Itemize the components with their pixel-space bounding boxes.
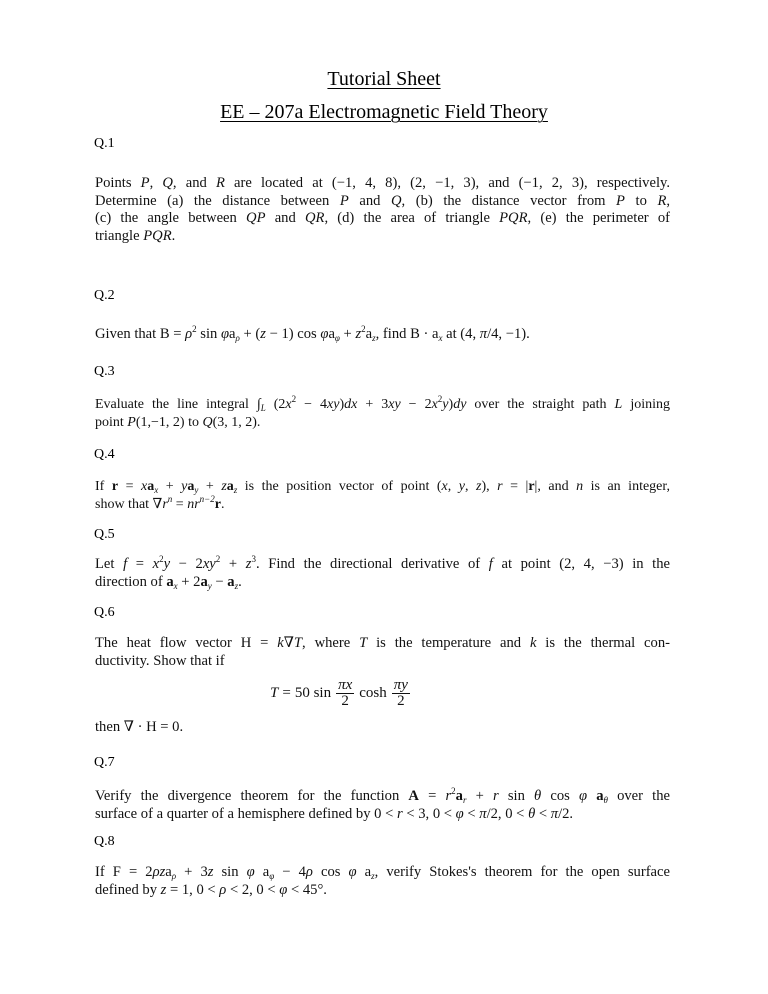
q8-line-1: If F = 2ρza$_\rho$ + 3z sin φ $a_\varphi - 4\rho$ cos φ $a_z$, verify Stokes's theorem for the open surface [95,864,670,881]
question-label-2: Q.2 [94,288,115,303]
q2-line-1: Given that $B = \rho^2$ $\sin \varphi a_\rho + (z - 1)$ $\cos \varphi a_\varphi + z^2a_z$, find $B \cdot a_x$ at (4, π/4, −1). [95,324,530,343]
question-6-text [95,635,670,670]
question-8-text [95,864,670,899]
question-5-text [95,556,670,591]
question-6-conclusion: then ∇ · H = 0. [95,719,184,735]
q5-line-2: direction of $a_x + 2a_y - a_z$. [95,573,242,591]
question-label-8: Q.8 [94,834,115,849]
q1-line-3: (c) the angle between QP and QR, (d) the area of triangle PQR, (e) the perimeter of [95,210,671,226]
temperature-formula: T = 50 sin $\frac{\pi x}{2}$ cosh $\frac{\pi y}{2}$ [270,677,408,709]
q8-line-2: defined by z = 1, 0 < ρ < 2, 0 < φ < 45°. [95,881,327,898]
question-label-4: Q.4 [94,447,115,462]
fraction-pi-x-over-2: $\frac{\pi x}{2}$ [338,677,353,709]
question-7-text [95,788,670,823]
course-subtitle: EE – 207a Electromagnetic Field Theory [220,101,548,123]
q6-line-2: ductivity. Show that if [95,652,225,669]
fraction-pi-y-over-2: $\frac{\pi y}{2}$ [393,677,408,709]
question-label-5: Q.5 [94,527,115,542]
q5-line-1: Let $f = x^2y - 2xy^2 + z^3$. Find the directional derivative of f at point (2, 4, −3) in the [95,554,671,572]
page-title: Tutorial Sheet [327,68,441,90]
q7-line-1: Verify the divergence theorem for the function $A = r^2a_r + r$ sin θ cos φ $a_\theta$ over the [95,786,670,805]
question-label-6: Q.6 [94,605,115,620]
question-1-text [95,175,670,245]
question-label-3: Q.3 [94,364,115,379]
question-3-text [95,396,670,431]
q1-line-4: triangle PQR. [95,227,176,244]
question-2-text [95,326,670,344]
q3-line-1: Evaluate the line integral $\int_L$ $(2x^2 - 4xy)dx + 3xy - 2x^2y)dy$ over the straight path L joining [95,394,670,413]
q1-line-1: Points P, Q, and R are located at (−1, 4, 8), (2, −1, 3), and (−1, 2, 3), respectively. [95,175,670,191]
q7-line-2: surface of a quarter of a hemisphere defined by 0 < r < 3, 0 < φ < π/2, 0 < θ < π/2. [95,805,574,822]
q3-line-2: point P(1,−1, 2) to Q(3, 1, 2). [95,414,261,430]
question-label-7: Q.7 [94,755,115,770]
question-4-text [95,478,670,513]
q1-line-2: Determine (a) the distance between P and Q, (b) the distance vector from P to R, [95,192,671,209]
q4-line-2: show that $\nabla r^n = nr^{n-2}r$. [95,493,225,512]
question-label-1: Q.1 [94,136,115,151]
q6-line-1: The heat flow vector H = k∇T, where T is the temperature and k is the thermal con- [95,635,670,651]
q4-line-1: If $r = xa_x + ya_y + za_z$ is the position vector of point (x, y, z), r = |r|, and n is an integer, [95,479,670,495]
